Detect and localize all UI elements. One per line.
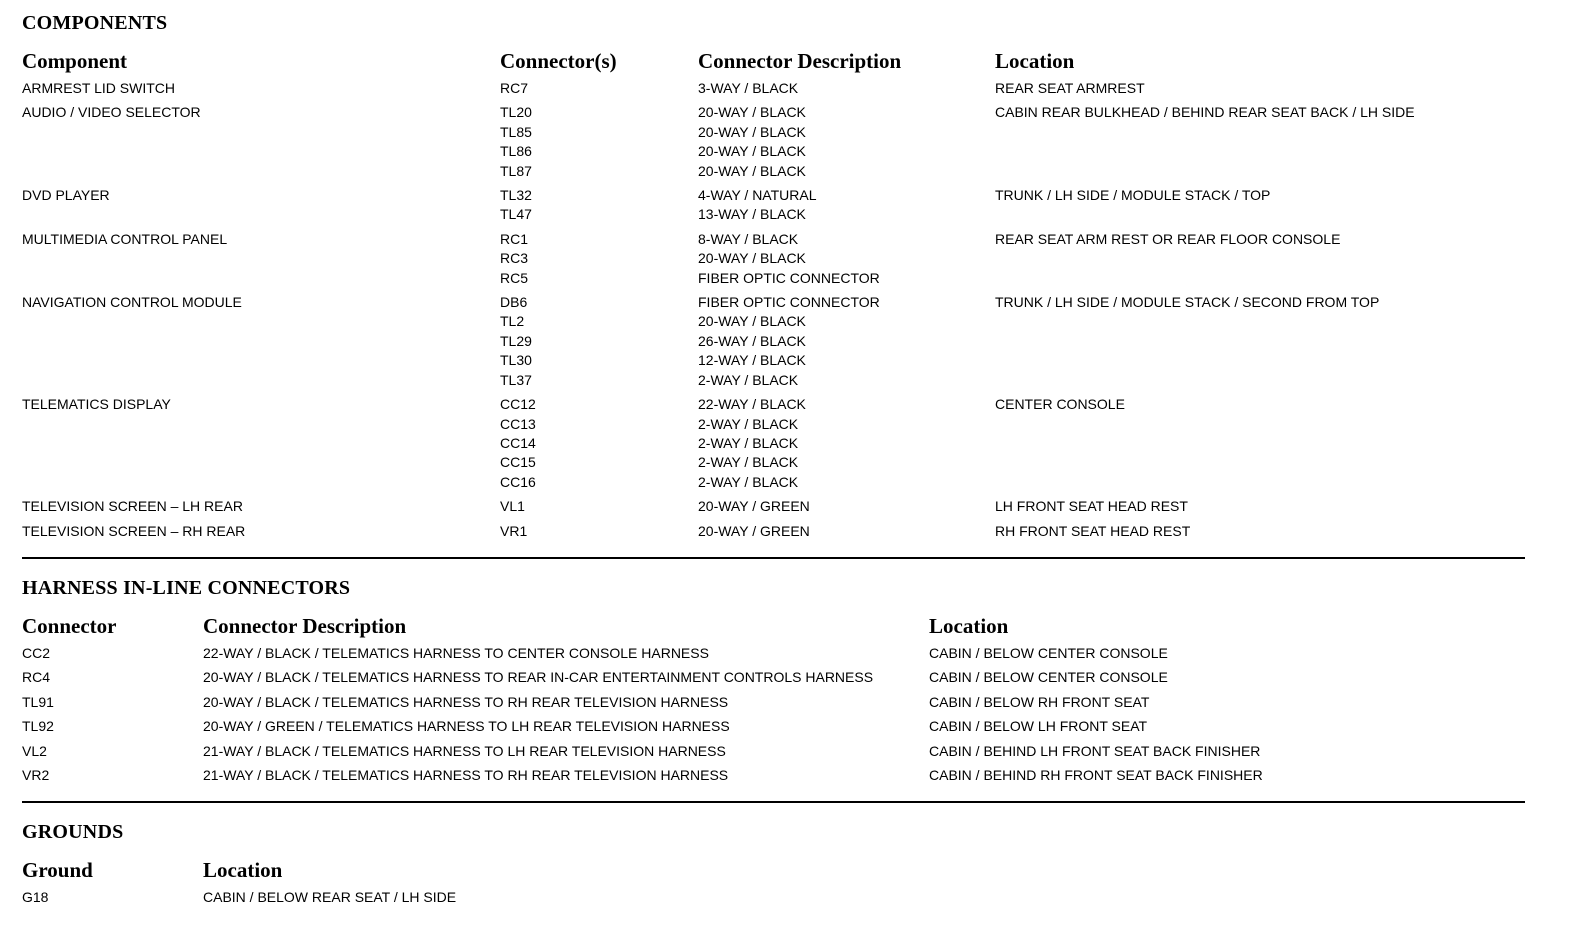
component-location: REAR SEAT ARMREST	[995, 80, 1145, 96]
connector-description-list	[698, 79, 995, 98]
connector-description: 26-WAY / BLACK	[698, 332, 806, 349]
header-connector-description: Connector Description	[698, 49, 902, 73]
table-row	[22, 184, 1525, 228]
connector-location: CABIN / BEHIND RH FRONT SEAT BACK FINISHER	[929, 766, 1263, 783]
connector-list	[500, 79, 698, 98]
component-name: TELEMATICS DISPLAY	[22, 396, 171, 413]
connector-description: 2-WAY / BLACK	[698, 454, 799, 471]
connector-id: TL85	[500, 123, 532, 140]
connector-description: 20-WAY / BLACK	[698, 123, 806, 140]
connector-description: 20-WAY / GREEN	[698, 522, 810, 539]
connector-description-list	[698, 293, 995, 390]
connector-description-list	[698, 103, 995, 181]
component-location: CENTER CONSOLE	[995, 396, 1125, 413]
connector-description: 2-WAY / BLACK	[698, 371, 799, 388]
connector-location: CABIN / BELOW CENTER CONSOLE	[929, 644, 1168, 661]
table-row	[22, 291, 1525, 393]
header-location: Location	[929, 613, 1009, 638]
connector-id: RC5	[500, 269, 529, 286]
connector-id: TL32	[500, 187, 532, 204]
table-row	[22, 520, 1525, 544]
header-location: Location	[203, 858, 283, 883]
connector-description: 8-WAY / BLACK	[698, 230, 799, 247]
table-row	[22, 764, 1525, 788]
connector-id: CC16	[500, 473, 536, 490]
grounds-header	[22, 847, 1525, 886]
harness-table	[22, 642, 1525, 788]
section-divider	[22, 557, 1525, 559]
header-connector: Connector	[22, 613, 117, 638]
connector-description: 20-WAY / BLACK / TELEMATICS HARNESS TO RH REAR TELEVISION HARNESS	[203, 693, 729, 710]
connector-id: VR2	[22, 766, 50, 783]
connector-id: TL47	[500, 206, 532, 223]
connector-location: CABIN / BELOW CENTER CONSOLE	[929, 669, 1168, 686]
connector-description: 20-WAY / BLACK	[698, 250, 806, 267]
header-connector-description: Connector Description	[203, 613, 407, 638]
connector-id: TL91	[22, 693, 54, 710]
ground-location: CABIN / BELOW REAR SEAT / LH SIDE	[203, 889, 457, 906]
component-location: LH FRONT SEAT HEAD REST	[995, 498, 1188, 515]
connector-id: VL2	[22, 742, 47, 759]
connector-description: 21-WAY / BLACK / TELEMATICS HARNESS TO RH REAR TELEVISION HARNESS	[203, 766, 729, 783]
component-name: MULTIMEDIA CONTROL PANEL	[22, 230, 228, 247]
connector-id: RC3	[500, 250, 529, 267]
components-table	[22, 77, 1525, 544]
connector-description: 3-WAY / BLACK	[698, 80, 799, 96]
table-row	[22, 228, 1525, 291]
connector-id: TL29	[500, 332, 532, 349]
connector-list	[500, 497, 698, 516]
table-row	[22, 101, 1525, 184]
header-component: Component	[22, 49, 128, 73]
table-row	[22, 886, 1525, 910]
connector-id: TL20	[500, 104, 532, 121]
connector-description: 2-WAY / BLACK	[698, 434, 799, 451]
connector-list	[500, 186, 698, 225]
connector-id: DB6	[500, 294, 528, 311]
connector-location: CABIN / BELOW RH FRONT SEAT	[929, 693, 1150, 710]
connector-id: TL30	[500, 352, 532, 369]
component-name: DVD PLAYER	[22, 187, 110, 204]
connector-id: CC13	[500, 415, 536, 432]
header-connectors: Connector(s)	[500, 49, 617, 73]
connector-description-list	[698, 497, 995, 516]
table-row	[22, 740, 1525, 764]
connector-list	[500, 103, 698, 181]
connector-id: TL92	[22, 718, 54, 735]
connector-description: 21-WAY / BLACK / TELEMATICS HARNESS TO LH REAR TELEVISION HARNESS	[203, 742, 726, 759]
table-row	[22, 642, 1525, 666]
table-row	[22, 495, 1525, 519]
harness-header	[22, 603, 1525, 642]
connector-description: 22-WAY / BLACK / TELEMATICS HARNESS TO CENTER CONSOLE HARNESS	[203, 644, 709, 661]
page	[22, 8, 1525, 911]
connector-list	[500, 395, 698, 492]
connector-list	[500, 230, 698, 288]
connector-description-list	[698, 522, 995, 541]
connector-description-list	[698, 230, 995, 288]
connector-id: RC1	[500, 230, 529, 247]
table-row	[22, 77, 1525, 101]
connector-description: 22-WAY / BLACK	[698, 396, 806, 413]
header-location: Location	[995, 49, 1075, 73]
component-name: ARMREST LID SWITCH	[22, 80, 175, 96]
connector-id: CC2	[22, 644, 51, 661]
component-location: REAR SEAT ARM REST OR REAR FLOOR CONSOLE	[995, 230, 1341, 247]
harness-title: HARNESS IN-LINE CONNECTORS	[22, 576, 351, 599]
ground-id: G18	[22, 889, 49, 906]
connector-description-list	[698, 186, 995, 225]
connector-id: CC14	[500, 434, 536, 451]
connector-description: FIBER OPTIC CONNECTOR	[698, 294, 880, 311]
component-location: TRUNK / LH SIDE / MODULE STACK / SECOND FROM TOP	[995, 294, 1380, 311]
connector-description: 2-WAY / BLACK	[698, 415, 799, 432]
component-location: RH FRONT SEAT HEAD REST	[995, 522, 1191, 539]
connector-id: TL37	[500, 371, 532, 388]
connector-list	[500, 522, 698, 541]
connector-description: 20-WAY / BLACK	[698, 104, 806, 121]
component-name: AUDIO / VIDEO SELECTOR	[22, 104, 201, 121]
components-title: COMPONENTS	[22, 12, 168, 34]
connector-description-list	[698, 395, 995, 492]
connector-id: VL1	[500, 498, 525, 515]
connector-description: 12-WAY / BLACK	[698, 352, 806, 369]
table-row	[22, 715, 1525, 739]
component-name: TELEVISION SCREEN – RH REAR	[22, 522, 246, 539]
grounds-title: GROUNDS	[22, 821, 124, 844]
grounds-table	[22, 886, 1525, 910]
component-location: TRUNK / LH SIDE / MODULE STACK / TOP	[995, 187, 1271, 204]
header-ground: Ground	[22, 858, 93, 883]
component-location: CABIN REAR BULKHEAD / BEHIND REAR SEAT BACK / LH SIDE	[995, 104, 1415, 121]
component-name: TELEVISION SCREEN – LH REAR	[22, 498, 243, 515]
table-row	[22, 393, 1525, 495]
connector-location: CABIN / BELOW LH FRONT SEAT	[929, 718, 1148, 735]
table-row	[22, 666, 1525, 690]
connector-description: 20-WAY / BLACK / TELEMATICS HARNESS TO REAR IN-CAR ENTERTAINMENT CONTROLS HARNESS	[203, 669, 874, 686]
connector-id: CC15	[500, 454, 536, 471]
connector-description: 20-WAY / BLACK	[698, 143, 806, 160]
section-divider	[22, 801, 1525, 803]
connector-id: VR1	[500, 522, 528, 539]
connector-id: TL86	[500, 143, 532, 160]
connector-description: 20-WAY / GREEN / TELEMATICS HARNESS TO LH REAR TELEVISION HARNESS	[203, 718, 730, 735]
connector-description: 20-WAY / BLACK	[698, 162, 806, 179]
connector-location: CABIN / BEHIND LH FRONT SEAT BACK FINISHER	[929, 742, 1261, 759]
connector-description: FIBER OPTIC CONNECTOR	[698, 269, 880, 286]
connector-description: 20-WAY / GREEN	[698, 498, 810, 515]
connector-description: 2-WAY / BLACK	[698, 473, 799, 490]
connector-description: 4-WAY / NATURAL	[698, 187, 817, 204]
connector-id: RC4	[22, 669, 51, 686]
connector-id: CC12	[500, 396, 536, 413]
connector-list	[500, 293, 698, 390]
connector-description: 20-WAY / BLACK	[698, 313, 806, 330]
component-name: NAVIGATION CONTROL MODULE	[22, 294, 242, 311]
connector-id: TL87	[500, 162, 532, 179]
connector-id: RC7	[500, 80, 529, 96]
connector-id: TL2	[500, 313, 525, 330]
table-row	[22, 691, 1525, 715]
connector-description: 13-WAY / BLACK	[698, 206, 806, 223]
components-header	[22, 38, 1525, 77]
